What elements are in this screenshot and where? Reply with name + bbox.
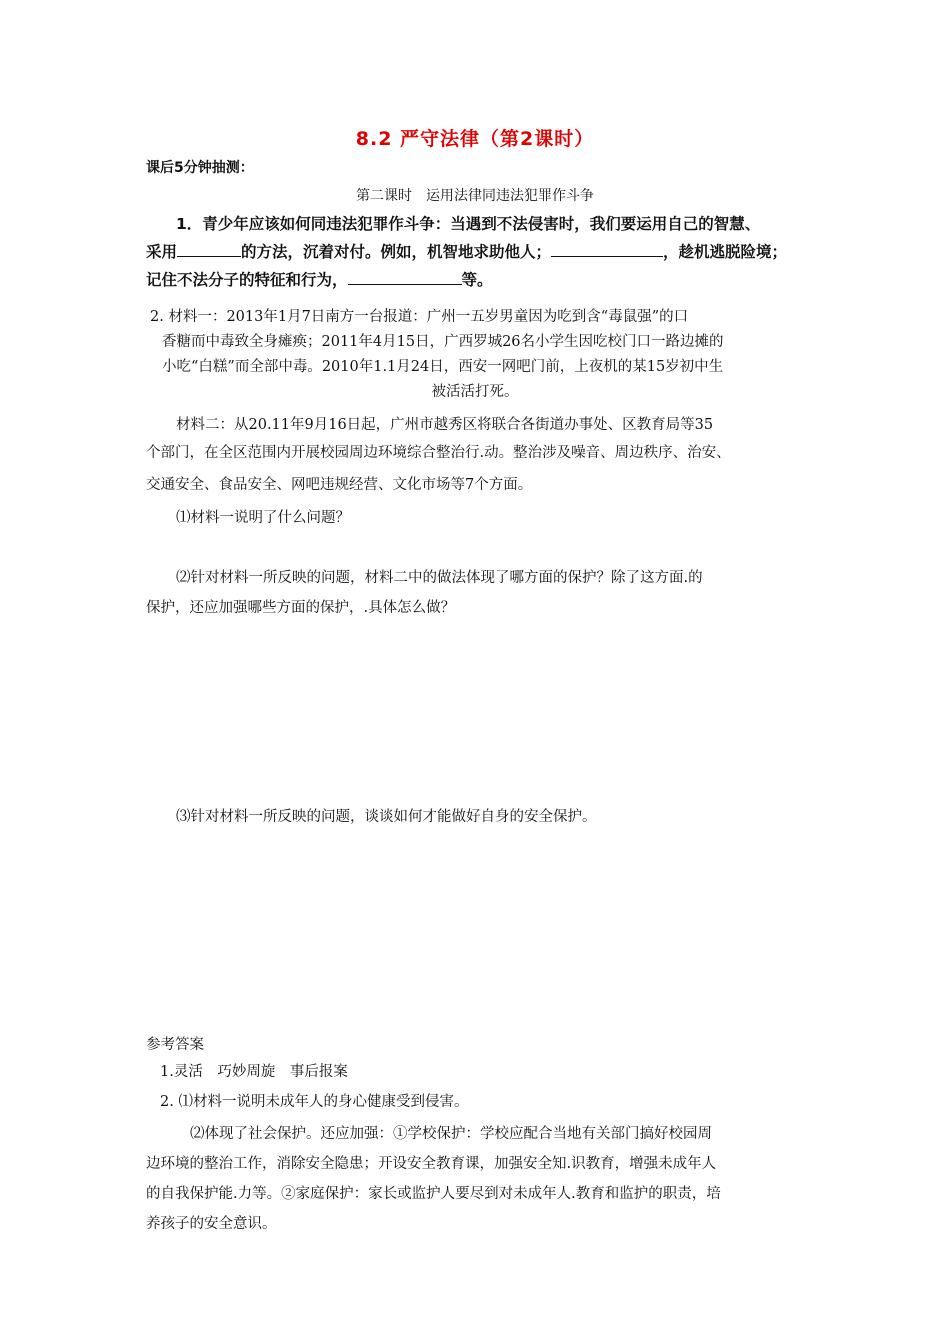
material1-line: 小吃“白糕”而全部中毒。2010年1.1月24日，西安一网吧门前，上夜机的某15岁初中生: [162, 359, 724, 375]
answers-heading: 参考答案: [146, 1037, 204, 1053]
quiz-subtitle: 课后5分钟抽测：: [146, 160, 254, 176]
answer-2-2: 的自我保护能.力等。②家庭保护：家长或监护人要尽到对未成年人.教育和监护的职责，培: [146, 1186, 721, 1202]
lesson-title: 第二课时 运用法律同违法犯罪作斗争: [356, 188, 594, 204]
answer-2-1: 2. ⑴材料一说明未成年人的身心健康受到侵害。: [160, 1094, 469, 1110]
material1-line: 2. 材料一：2013年1月7日南方一台报道：广州一五岁男童因为吃到含“毒鼠强”的口: [150, 309, 689, 325]
material2-line: 交通安全、食品安全、网吧违规经营、文化市场等7个方面。: [146, 477, 533, 493]
sub-question-2: 保护，还应加强哪些方面的保护，.具体怎么做？: [146, 600, 456, 616]
q1-text: ，趁机逃脱险境；: [663, 243, 788, 261]
material1-line: 香糖而中毒致全身瘫痪；2011年4月15日，广西罗城26名小学生因吃校门口一路边摊的: [162, 334, 724, 350]
answer-2-2: 养孩子的安全意识。: [146, 1216, 277, 1232]
answer-2-2: ⑵体现了社会保护。还应加强：①学校保护：学校应配合当地有关部门搞好校园周: [190, 1126, 712, 1142]
sub-question-3: ⑶针对材料一所反映的问题，谈谈如何才能做好自身的安全保护。: [176, 809, 597, 825]
q1-text: 等。: [461, 271, 493, 289]
material2-line: 个部门，在全区范围内开展校园周边环境综合整治行.动。整治涉及噪音、周边秩序、治安、: [146, 445, 731, 461]
q1-line3: [146, 268, 493, 290]
q1-text: 采用: [146, 243, 178, 261]
material1-line: 被活活打死。: [431, 384, 519, 400]
q1-text: 的方法，沉着对付。例如，机智地求助他人；: [241, 243, 552, 261]
sub-question-1: ⑴材料一说明了什么问题？: [176, 510, 350, 526]
material2-line: 材料二：从20.11年9月16日起，广州市越秀区将联合各街道办事处、区教育局等35: [176, 417, 714, 433]
answer-1: 1.灵活 巧妙周旋 事后报案: [160, 1064, 348, 1080]
fill-blank-2[interactable]: [551, 242, 663, 257]
fill-blank-1[interactable]: [177, 242, 241, 257]
fill-blank-3[interactable]: [348, 270, 462, 285]
answer-2-2: 边环境的整治工作，消除安全隐患；开设安全教育课，加强安全知.识教育，增强未成年人: [146, 1156, 717, 1172]
q1-line2: [146, 240, 787, 262]
q1-line1: 1．青少年应该如何同违法犯罪作斗争：当遇到不法侵害时，我们要运用自己的智慧、: [176, 215, 761, 233]
sub-question-2: ⑵针对材料一所反映的问题，材料二中的做法体现了哪方面的保护？除了这方面.的: [176, 570, 703, 586]
page-title: 8.2 严守法律（第2课时）: [355, 128, 595, 150]
q1-text: 记住不法分子的特征和行为，: [146, 271, 348, 289]
